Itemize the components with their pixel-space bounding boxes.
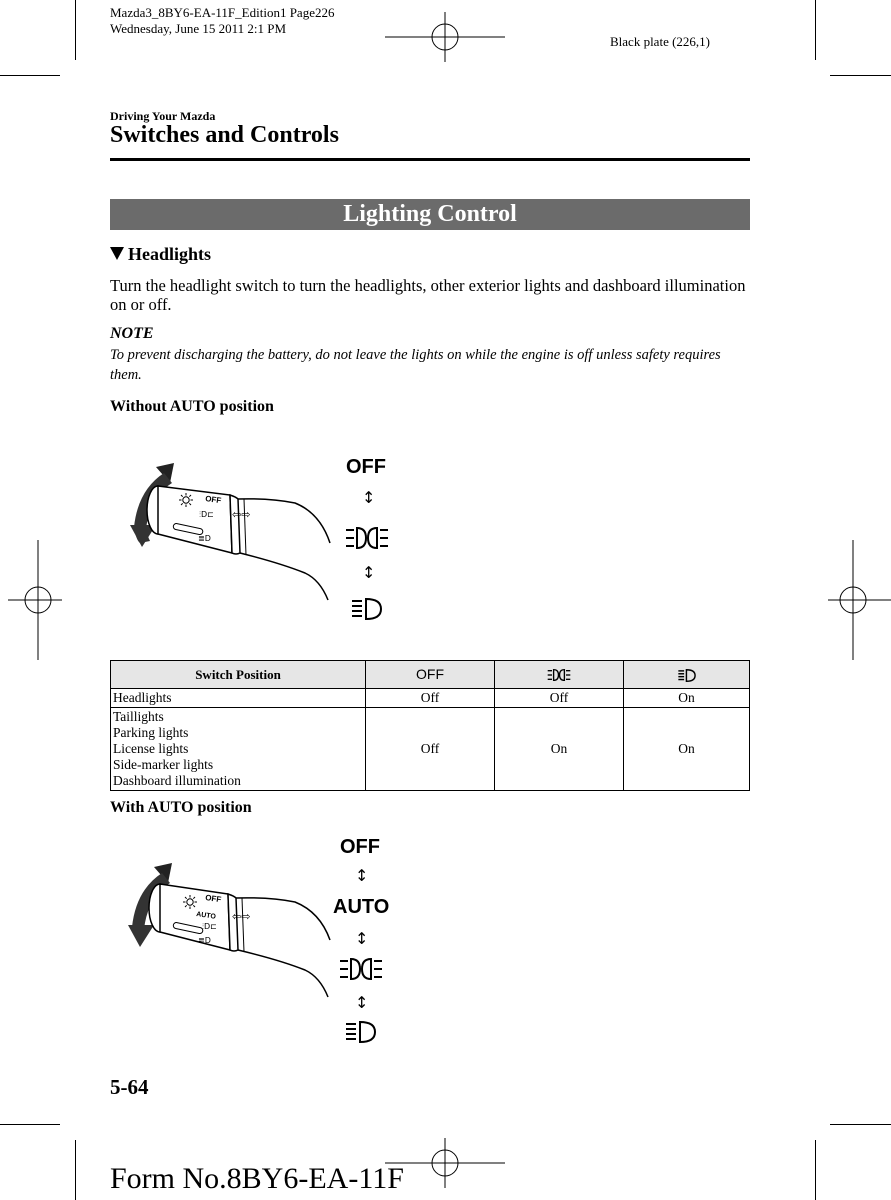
crop-target-icon bbox=[8, 540, 62, 660]
crop-mark bbox=[0, 1124, 60, 1125]
section-small-title: Driving Your Mazda bbox=[110, 109, 216, 123]
crop-mark bbox=[815, 1140, 816, 1200]
position-off-label: OFF bbox=[340, 836, 380, 858]
crop-mark bbox=[0, 75, 60, 76]
table-cell: Off bbox=[366, 689, 495, 708]
note-heading: NOTE bbox=[110, 325, 154, 342]
table-header-cell bbox=[624, 661, 750, 689]
page-number: 5-64 bbox=[110, 1075, 149, 1099]
parking-lights-icon bbox=[546, 668, 572, 682]
headlight-icon bbox=[344, 1019, 378, 1045]
section-banner: Lighting Control bbox=[110, 199, 750, 230]
arrow-up-down-icon: ↕ bbox=[355, 993, 369, 1012]
table-cell: On bbox=[624, 689, 750, 708]
print-header-file: Mazda3_8BY6-EA-11F_Edition1 Page226 bbox=[110, 5, 335, 20]
stalk-off-label: OFF bbox=[204, 494, 222, 506]
headlights-heading bbox=[110, 244, 211, 265]
table-header-cell: Switch Position bbox=[111, 661, 366, 689]
parking-lights-icon bbox=[344, 525, 390, 551]
table-header-off: OFF bbox=[416, 666, 444, 682]
table-cell: Off bbox=[495, 689, 624, 708]
table-row bbox=[111, 708, 750, 791]
crop-mark bbox=[815, 0, 816, 60]
arrow-up-down-icon: ↕ bbox=[355, 866, 369, 885]
headlights-heading-text: Headlights bbox=[128, 244, 212, 264]
print-header-date: Wednesday, June 15 2011 2:1 PM bbox=[110, 21, 287, 36]
table-row-label-line: Taillights bbox=[113, 709, 164, 724]
print-header bbox=[110, 5, 334, 37]
table-row-label: Headlights bbox=[111, 689, 366, 708]
section-rule bbox=[110, 158, 750, 161]
stalk-diagram-with-auto bbox=[120, 850, 340, 1000]
with-auto-label: With AUTO position bbox=[110, 799, 252, 816]
table-header-cell bbox=[495, 661, 624, 689]
headlight-icon bbox=[677, 668, 697, 683]
triangle-down-icon bbox=[110, 247, 124, 260]
table-header-cell bbox=[366, 661, 495, 689]
stalk-auto-label: AUTO bbox=[195, 911, 217, 921]
position-auto-label: AUTO bbox=[333, 896, 390, 918]
table-header-row bbox=[111, 661, 750, 689]
arrow-up-down-icon: ↕ bbox=[362, 563, 376, 582]
table-cell: Off bbox=[366, 708, 495, 791]
table-cell: On bbox=[624, 708, 750, 791]
table-row-label-line: Dashboard illumination bbox=[113, 773, 241, 788]
table-cell: On bbox=[495, 708, 624, 791]
parking-lights-icon bbox=[338, 956, 384, 982]
crop-target-icon bbox=[385, 12, 505, 62]
switch-position-table bbox=[110, 660, 750, 791]
crop-mark bbox=[830, 75, 891, 76]
form-number: Form No.8BY6-EA-11F bbox=[110, 1162, 404, 1195]
arrow-up-down-icon: ↕ bbox=[362, 488, 376, 507]
svg-text:⇦⇨: ⇦⇨ bbox=[232, 910, 251, 923]
position-off-label: OFF bbox=[346, 456, 386, 478]
table-row-label-line: License lights bbox=[113, 741, 189, 756]
table-row-label-line: Side-marker lights bbox=[113, 757, 214, 772]
note-text: To prevent discharging the battery, do not leave the lights on while the engine is off unless safety requires them. bbox=[110, 347, 721, 383]
table-row-label bbox=[111, 708, 366, 791]
svg-text:≣D: ≣D bbox=[198, 936, 211, 945]
svg-text:⇦⇨: ⇦⇨ bbox=[232, 508, 251, 521]
section-title: Switches and Controls bbox=[110, 122, 339, 148]
crop-target-icon bbox=[828, 540, 891, 660]
table-row bbox=[111, 689, 750, 708]
crop-mark bbox=[830, 1124, 891, 1125]
crop-mark bbox=[75, 0, 76, 60]
stalk-off-label: OFF bbox=[204, 893, 222, 905]
headlight-icon bbox=[350, 596, 384, 622]
black-plate-label: Black plate (226,1) bbox=[610, 34, 710, 49]
stalk-diagram-without-auto bbox=[120, 455, 340, 605]
table-row-label-line: Parking lights bbox=[113, 725, 189, 740]
arrow-up-down-icon: ↕ bbox=[355, 929, 369, 948]
svg-text:⫶D⊏: ⫶D⊏ bbox=[199, 510, 214, 519]
svg-text:⫶D⊏: ⫶D⊏ bbox=[202, 922, 217, 931]
crop-mark bbox=[75, 1140, 76, 1200]
without-auto-label: Without AUTO position bbox=[110, 398, 274, 415]
headlights-body: Turn the headlight switch to turn the headlights, other exterior lights and dashboard illumination on or off. bbox=[110, 276, 746, 314]
svg-text:≣D: ≣D bbox=[198, 534, 211, 543]
